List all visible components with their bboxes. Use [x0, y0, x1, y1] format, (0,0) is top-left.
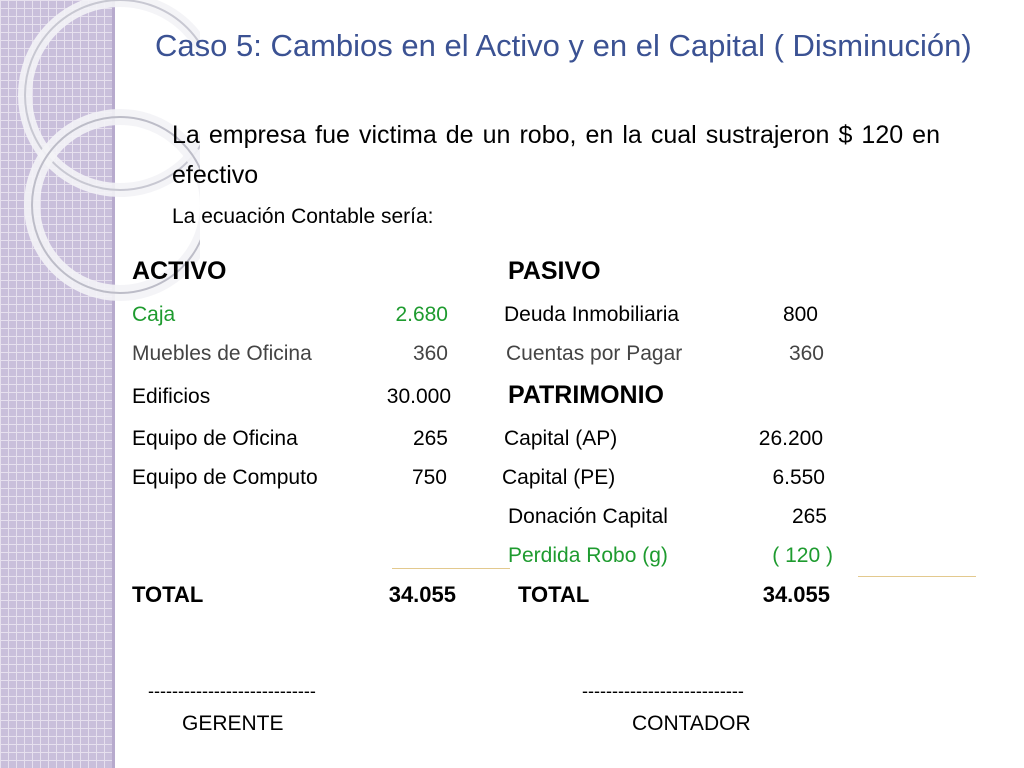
- gerente-signature-line: ----------------------------: [148, 681, 316, 701]
- page-title: Caso 5: Cambios en el Activo y en el Capital ( Disminución): [155, 28, 972, 63]
- patrimonio-total-value: 34.055: [762, 582, 830, 607]
- activo-heading: ACTIVO: [132, 257, 227, 285]
- patrimonio-total-label: TOTAL: [518, 582, 590, 607]
- activo-total-label: TOTAL: [132, 582, 204, 607]
- activo-item-value: 2.680: [395, 303, 448, 326]
- activo-item-value: 265: [412, 427, 448, 450]
- activo-item-label: Caja: [132, 303, 176, 326]
- patrimonio-item-value: 265: [791, 505, 827, 528]
- gerente-label: GERENTE: [182, 712, 284, 735]
- pasivo-item-label: Cuentas por Pagar: [506, 342, 683, 365]
- activo-total-value: 34.055: [388, 582, 456, 607]
- pasivo-item-value: 360: [788, 342, 824, 365]
- activo-item-label: Equipo de Oficina: [132, 427, 298, 450]
- activo-item-label: Edificios: [132, 385, 211, 408]
- activo-item-value: 750: [411, 466, 447, 489]
- patrimonio-item-label: Perdida Robo (g): [508, 544, 668, 567]
- contador-label: CONTADOR: [632, 712, 751, 735]
- activo-item-label: Muebles de Oficina: [132, 342, 312, 365]
- patrimonio-subtotal-rule: [858, 576, 976, 577]
- activo-subtotal-rule: [392, 568, 510, 569]
- activo-item-label: Equipo de Computo: [132, 466, 318, 489]
- intro-paragraph: La empresa fue victima de un robo, en la cual sustrajeron $ 120 en efectivo: [172, 121, 940, 189]
- contador-signature-line: ---------------------------: [582, 681, 744, 701]
- patrimonio-item-label: Capital (PE): [502, 466, 616, 489]
- activo-item-value: 30.000: [386, 385, 451, 408]
- patrimonio-item-value: 26.200: [758, 427, 823, 450]
- patrimonio-item-label: Capital (AP): [504, 427, 618, 450]
- patrimonio-item-value: ( 120 ): [772, 544, 833, 567]
- patrimonio-heading: PATRIMONIO: [508, 381, 665, 409]
- pasivo-item-value: 800: [782, 303, 818, 326]
- activo-item-value: 360: [412, 342, 448, 365]
- pasivo-item-label: Deuda Inmobiliaria: [504, 303, 680, 326]
- patrimonio-item-label: Donación Capital: [508, 505, 668, 528]
- equation-label: La ecuación Contable sería:: [172, 205, 434, 228]
- patrimonio-item-value: 6.550: [772, 466, 825, 489]
- pasivo-heading: PASIVO: [508, 257, 601, 285]
